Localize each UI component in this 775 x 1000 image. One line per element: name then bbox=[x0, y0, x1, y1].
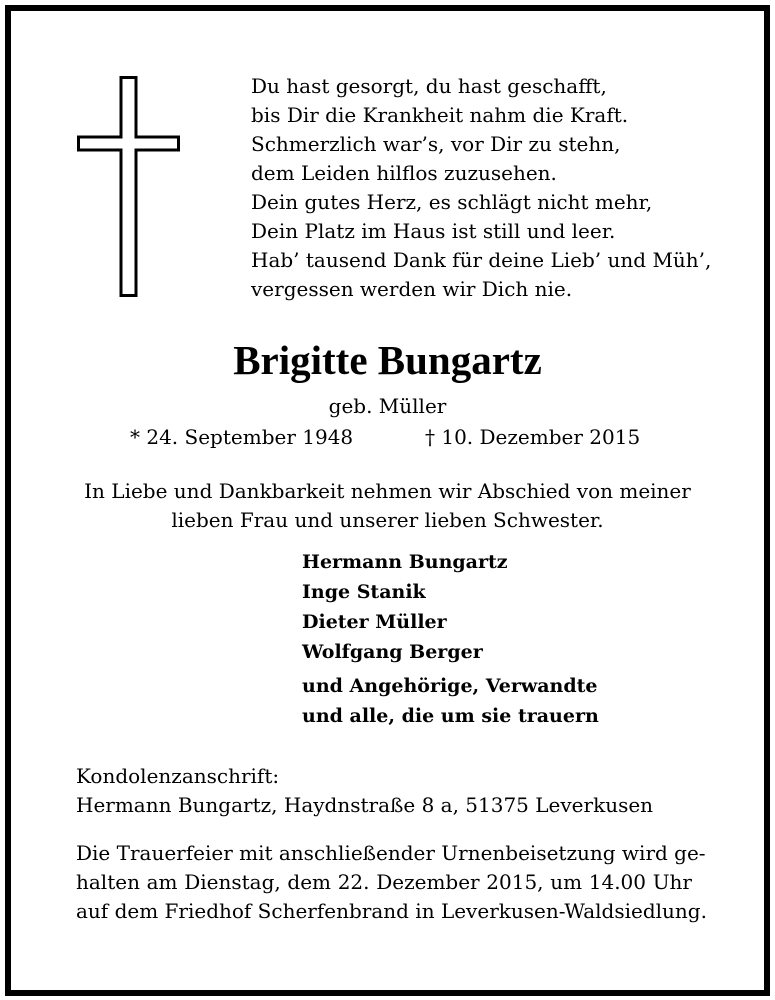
ceremony-line: halten am Dienstag, dem 22. Dezember 2015, um 14.00 Uhr bbox=[76, 870, 692, 894]
condolence-address-line: Hermann Bungartz, Haydnstraße 8 a, 51375 Leverkusen bbox=[76, 793, 654, 817]
mourner-name: Inge Stanik bbox=[302, 581, 426, 603]
poem-line: Dein gutes Herz, es schlägt nicht mehr, bbox=[251, 190, 653, 214]
farewell-line: In Liebe und Dankbarkeit nehmen wir Abschied von meiner bbox=[84, 479, 691, 503]
poem-line: Schmerzlich war’s, vor Dir zu stehn, bbox=[251, 132, 621, 156]
ceremony-line: auf dem Friedhof Scherfenbrand in Leverkusen-Waldsiedlung. bbox=[76, 899, 707, 923]
mourner-name: Hermann Bungartz bbox=[302, 551, 508, 573]
birth-date: * 24. September 1948 bbox=[130, 425, 354, 449]
deceased-name: Brigitte Bungartz bbox=[233, 337, 542, 383]
condolence-address bbox=[76, 762, 653, 820]
poem-line: vergessen werden wir Dich nie. bbox=[251, 277, 573, 301]
mourner-list bbox=[302, 547, 508, 667]
relatives-line: und alle, die um sie trauern bbox=[302, 705, 599, 727]
poem bbox=[251, 72, 711, 304]
poem-line: bis Dir die Krankheit nahm die Kraft. bbox=[251, 103, 629, 127]
ceremony-line: Die Trauerfeier mit anschließender Urnenbeisetzung wird ge- bbox=[76, 841, 706, 865]
mourner-name: Dieter Müller bbox=[302, 611, 447, 633]
mourner-name: Wolfgang Berger bbox=[302, 641, 483, 663]
relatives-text bbox=[302, 671, 599, 731]
poem-line: Hab’ tausend Dank für deine Lieb’ und Müh’, bbox=[251, 248, 712, 272]
farewell-text bbox=[0, 477, 775, 535]
farewell-line: lieben Frau und unserer lieben Schwester. bbox=[171, 508, 604, 532]
cross-icon bbox=[77, 76, 180, 297]
poem-line: dem Leiden hilflos zuzusehen. bbox=[251, 161, 557, 185]
maiden-name: geb. Müller bbox=[328, 394, 447, 418]
poem-line: Du hast gesorgt, du hast geschafft, bbox=[251, 74, 607, 98]
condolence-label: Kondolenzanschrift: bbox=[76, 764, 280, 788]
relatives-line: und Angehörige, Verwandte bbox=[302, 675, 598, 697]
poem-line: Dein Platz im Haus ist still und leer. bbox=[251, 219, 616, 243]
ceremony-info bbox=[76, 839, 707, 926]
death-date: † 10. Dezember 2015 bbox=[425, 425, 641, 449]
